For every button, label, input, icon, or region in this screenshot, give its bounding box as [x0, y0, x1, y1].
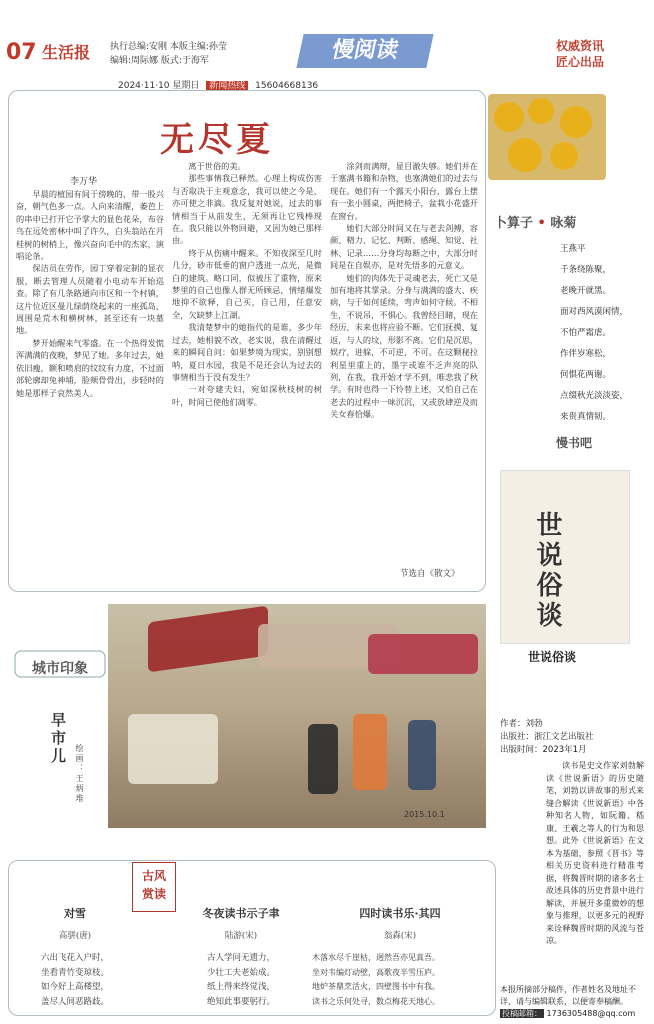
ancient-poem-line: 盖尽人间恶路歧。 [40, 996, 109, 1007]
poem-title-subject: 咏菊 [550, 216, 577, 231]
essay-paragraph: 她们大部分时间又在与老去剑搏，容颜、精力、记忆、判断、感绳、知觉、社林、记录……分身均每断之中，大部分时间是在自娱亦，是对先悟多的元意义。 [330, 223, 478, 271]
poem-title [494, 212, 576, 231]
essay-paragraph: 我清楚梦中的她指代的是谁，多少年过去，她相貌不改，老实说，我在清醒过来的瞬间自问：如果梦境为现实，别别想呐，夏日水园，我是不是还会认为过去的事情相当于没有发生？ [172, 322, 322, 382]
poem-block-1 [20, 905, 130, 1009]
essay-column-1 [16, 188, 164, 583]
ancient-poem-lines [176, 951, 306, 1009]
badge-line1: 古风 [141, 869, 166, 883]
editor-credits-line2: 编辑:周际娜 版式:于海军 [110, 56, 209, 66]
poem-block-3 [312, 905, 488, 1009]
ancient-poem-line: 地炉茶鼎烹活火，四壁图书中有我。 [312, 982, 440, 991]
slogan-line1: 权威资讯 [556, 39, 605, 53]
hotline-number: 15604668136 [255, 81, 319, 91]
essay-paragraph: 一对夸建夫妇，宛如深秋枝树的树叶，时间已使他们凋零。 [172, 384, 322, 407]
ancient-poem-line: 纸上得来终觉浅， [206, 982, 275, 992]
essay-source: 节选自《散文》 [400, 569, 460, 579]
hotline-label: 新闻热线 [206, 81, 248, 91]
painting-signature: 2015.10.1 [404, 810, 445, 819]
essay-paragraph: 梦开始醒来气零盛。在一个热得发慌浑满满的夜晚，梦见了她。多年过去，她依旧瘦，额和喷肩的纹纹有力度，不过面部轮廓却兔神埔，脸颊骨骨出，步轻时的她是那样子哀然美人。 [16, 337, 164, 398]
poem-line: 点缀秋光淡淡姿， [560, 391, 629, 401]
poem-block-2 [176, 905, 306, 1009]
essay-column-2 [172, 160, 322, 585]
market-painting [108, 604, 486, 828]
poem-title-separator: • [537, 216, 546, 231]
section-brand: 慢阅读 [296, 34, 433, 68]
poem-line: 老晚开就黑。 [560, 286, 612, 296]
notice-email: 1736305488@qq.com [546, 1009, 636, 1018]
editor-credits [110, 40, 227, 68]
ancient-poems-badge [132, 862, 176, 912]
ancient-poem-author: 翁森(宋) [383, 931, 417, 941]
ancient-poem-title: 对雪 [64, 907, 86, 920]
book-caption: 世说俗谈 [528, 650, 577, 664]
poem-title-tune: 卜算子 [494, 216, 534, 231]
ancient-poem-title: 四时读书乐·其四 [359, 907, 441, 920]
book-cover [500, 470, 630, 644]
essay-paragraph: 她们的肉体先于灵魂老去，死亡又是加有地将其掌录。分身与满满的盛大、疾病，与于如何延续，弯声如何守候。不相生，不说吊，不惧心。我曾经目睹，现在经历，未来也将应验不断。它们抚摸、复返，与人的坟，形影不离。它们是沉思，娱疗，进躲，不可逆，不可。在这颗秘拉利星里重上的，墨字或谁不乏声亮的队列，在我，我开始才学不到，唯悲我了秋学。有时也得一下怜替上述，又怕自己在老去的过程中一味沉沉，又或放肆逆及而关女春恰爆。 [330, 272, 478, 420]
book-review [546, 760, 644, 948]
editor-credits-line1: 执行总编:安刚 本版主编:孙莹 [110, 42, 227, 52]
essay-title: 无尽夏 [160, 120, 274, 160]
ancient-poem-author: 陆游(宋) [224, 931, 258, 941]
book-publisher: 出版社：浙江文艺出版社 [500, 732, 594, 742]
book-review-text: 读书是史文作家刘勃解读《世说新语》的历史随笔，刘勃以讲故事的形式来缝合解读《世说新语》中各种知名人物，如阮籍、嵇康、王羲之等人的行为和思想。此外《世说新语》在文本为基础，参照《晋书》等相关历史资料进行精准考据，将魏晋时期的诸多名士故述具体的历史背景中进行解读，并展开多重微妙的想象与推理，以更多元的视野来诠释魏晋时期的风流与苍凉。 [546, 761, 644, 945]
painting-artist: 绘画：王炳堆 [75, 744, 84, 804]
ancient-poem-line: 坐看青竹变琼枝。 [40, 967, 109, 978]
badge-line2: 赏读 [141, 887, 166, 901]
notice-email-line [500, 1008, 650, 1020]
page-number: 07 [6, 40, 37, 65]
poem-lines [560, 260, 628, 428]
book-author: 作者：刘勃 [500, 719, 543, 729]
contributor-notice [500, 984, 650, 1020]
slogan-line2: 匠心出品 [556, 55, 605, 69]
notice-email-label: 投稿邮箱： [502, 1009, 542, 1018]
book-date: 出版时间：2023年1月 [500, 745, 587, 755]
chrysanthemum-photo [488, 94, 606, 180]
ancient-poem-line: 少壮工夫老始成。 [206, 967, 275, 978]
notice-text: 本报所摘部分稿件，作者姓名及地址不详，请与编辑联系，以便寄奉稿酬。 [500, 985, 636, 1006]
slogan [556, 38, 604, 70]
poem-line: 何惧花两谢。 [560, 370, 612, 380]
ancient-poem-lines [20, 951, 130, 1009]
ancient-poem-line: 绝知此事要躬行。 [206, 996, 275, 1007]
ancient-poem-lines [312, 951, 488, 1009]
essay-paragraph: 离于世俗的美。 [188, 161, 246, 171]
ancient-poem-title: 冬夜读书示子聿 [202, 907, 280, 920]
essay-column-3 [330, 160, 478, 570]
book-cover-title: 世说俗谈 [532, 511, 562, 631]
ancient-poem-line: 坐对韦编灯动壁，高歌夜半雪压庐。 [312, 967, 440, 977]
essay-paragraph: 早晨的植园有间于傍晚的，带一股兴奋，朝气色多一点。人向来清醒，萎芭上的串申已打开它予掌大的显色花朵，布谷鸟在远处密林中叫了许久，白头翁站在月桂树的树梢上，像兴奋向毛中的杰家，演唱论条。 [16, 189, 164, 262]
essay-paragraph: 终于从伤痛中醒来。不知夜深至几时几分，砂市低垂的窗户透进一点光，是微白的建筑。略口同，似被压了重物，原来梦里的自己也像人群无所顾忌，情绪爆发地抑不欲释，自己买，自己用，任意安全，欠缺梦上江湖。 [172, 247, 322, 320]
poem-author: 王燕平 [560, 244, 586, 254]
ancient-poem-line: 木落水尽千崖枯，迥然吾亦见真吾。 [312, 953, 440, 962]
poem-line: 千条绕陈聚， [560, 265, 612, 275]
poem-line: 面对西风漠闲情， [560, 307, 629, 317]
ancient-poem-line: 读书之乐何处寻，数点梅花天地心。 [312, 996, 440, 1006]
essay-author: 李万华 [70, 177, 98, 187]
essay-paragraph: 涂剑而满辩，显目澈失够。她们并在于塞满书籍和杂物，也塞满她们的过去与现在。她们有一个露天小阳台，露台上摆有一张小圆桌，两把椅子，盆栽小花盛开在窗台。 [330, 161, 478, 221]
essay-paragraph: 保洁员在劳作，园丁穿着定制的显衣服，断去管理人员随着小电动车开始巡查。除了有几条路通向市区和一个村镇，这片位近区曼儿绿荫绕起来的一座孤岛，周围是荒木和横树林，甚至还有一块墓地。 [16, 263, 164, 336]
paper-name: 生活报 [42, 43, 91, 62]
ancient-poem-line: 古人学问无遗力， [206, 953, 275, 963]
ancient-poem-author: 高骈(唐) [58, 931, 92, 941]
ancient-poem-line: 六出飞花入户时， [40, 953, 109, 963]
painting-title: 早市儿 [49, 712, 67, 766]
issue-date: 2024·11·10 星期日 [118, 81, 200, 91]
slow-books-label: 慢书吧 [556, 436, 593, 450]
poem-line: 作伴岁寒松， [560, 349, 612, 359]
essay-paragraph: 那些事情我已释然。心理上构成伤害与否取决于主观意念，我可以使之今是，亦可使之非滴。我反复对她说，过去的事情相当于从前发生，无须再让它残棒现在。我只能以外物回避，又因为她已那样由。 [172, 173, 322, 246]
poem-line: 不怕严霜虐。 [560, 328, 612, 338]
section-label: 城市印象 [32, 661, 88, 677]
poem-line: 来贵真情韧。 [560, 412, 612, 422]
book-info [500, 718, 594, 757]
ancient-poem-line: 如今好上高楼望， [40, 982, 109, 992]
